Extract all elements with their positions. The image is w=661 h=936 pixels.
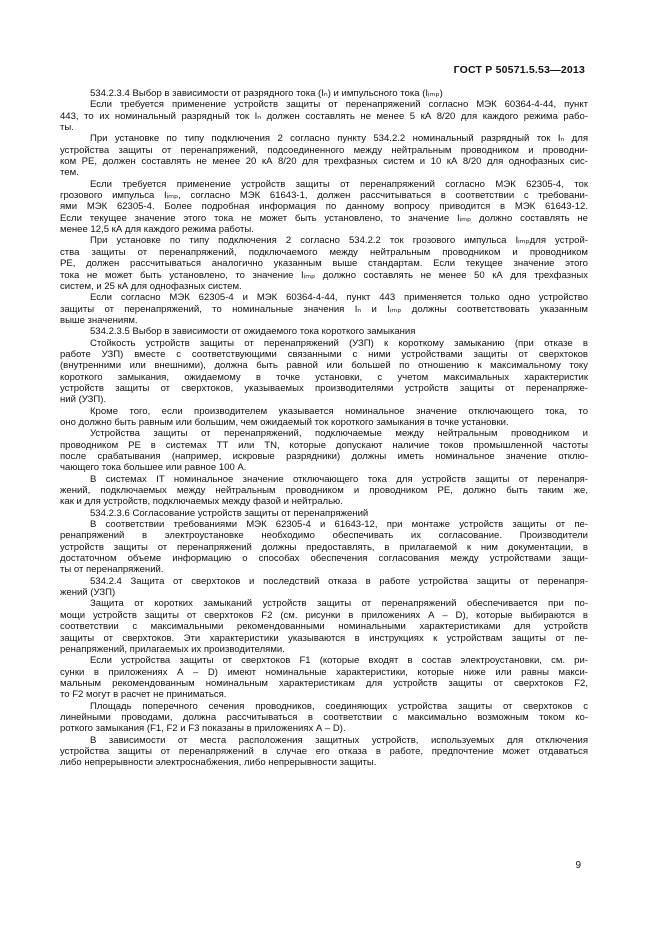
text-line: систем, и 25 кА для однофазных систем. xyxy=(60,280,242,292)
text-line: Если требуется применение устройств защиты от перенапряжений согласно МЭК 60364-4-44, пункт xyxy=(90,99,588,111)
text-line: короткого замыкания, ожидаемому в точке установки, с учетом максимальных характеристик xyxy=(60,371,588,383)
text-line: менее 12,5 кА для каждого режима работы. xyxy=(60,224,254,236)
text-line: В системах IT номинальное значение отключающего тока для устройств защиты от перенапря- xyxy=(90,473,588,485)
text-line: 443, то их номинальный разрядный ток Iₙ должен составлять не менее 5 кА 8/20 для каждого режима рабо- xyxy=(60,110,588,122)
text-line: тока не может быть установлено, то значение Iᵢₘₚ должно составлять не менее 50 кА для трехфазных xyxy=(60,269,588,281)
text-line: (внутренними или внешними), должна быть равной или большей по отношению к максимальному току xyxy=(60,360,588,372)
text-line: При установке по типу подключения 2 согласно пункту 534.2.2 номинальный разрядный ток Iₙ для xyxy=(90,133,588,145)
text-line: Если устройства защиты от сверхтоков F1 (которые входят в состав электроустановки, см. ри- xyxy=(90,655,588,667)
text-line: работе УЗП) вместе с соответствующими связанными с ними устройствами защиты от сверхтоков xyxy=(60,348,588,360)
text-line: после срабатывания (например, искровые разрядники) должны иметь номинальное значение отклю- xyxy=(60,451,588,462)
text-line: жений, подключаемых между нейтральным проводником и проводником PE, должно быть таким же, xyxy=(60,485,588,497)
text-line: устройств защиты от перенапряжений должны предоставлять, в прилагаемой к ним документации, в xyxy=(60,541,588,553)
text-line: 534.2.3.5 Выбор в зависимости от ожидаемого тока короткого замыкания xyxy=(90,326,416,338)
text-line: 534.2.3.6 Согласование устройств защиты от перенапряжений xyxy=(90,507,369,519)
text-line: грозового импульса Iᵢₘₚ, согласно МЭК 61643-1, должен рассчитываться в соответствии с требовани- xyxy=(60,190,588,202)
text-line: чающего тока большее или равное 100 А. xyxy=(60,462,247,474)
text-line: то F2 могут в расчет не приниматься. xyxy=(60,689,227,701)
page-number: 9 xyxy=(575,860,581,871)
text-line: ства защиты от перенапряжений, подключаемого между нейтральным проводником и проводником xyxy=(60,246,588,258)
text-line: Стойкость устройств защиты от перенапряжений (УЗП) к короткому замыканию (при отказе в xyxy=(90,337,588,349)
text-line: Устройства защиты от перенапряжений, подключаемые между нейтральным проводником и xyxy=(90,428,588,440)
text-line: достаточном объеме информацию о способах обеспечения согласования между устройствами защи- xyxy=(60,553,588,565)
text-line: либо непрерывности электроснабжения, либо непрерывности защиты. xyxy=(60,757,377,769)
text-line: ком PE, должен составлять не менее 20 кА 8/20 для трехфазных систем и 10 кА 8/20 для однофазных сис- xyxy=(60,156,588,168)
text-line: PE, должен рассчитываться аналогично указанным выше стандартам. Если текущее значение этого xyxy=(60,258,588,270)
text-line: жений (УЗП) xyxy=(60,587,116,599)
text-line: тем. xyxy=(60,167,79,179)
text-line: Защита от коротких замыканий устройств защиты от перенапряжений обеспечивается при по- xyxy=(90,598,588,610)
text-line: устройства защиты от перенапряжений, подсоединенного между нейтральным проводником и проводни- xyxy=(60,144,588,156)
text-line: проводником PE в системах TT или TN, которые допускают наличие токов промышленной частоты xyxy=(60,439,588,451)
text-line: соответствии с максимальными рекомендованными номинальными характеристиками для устройств xyxy=(60,621,588,633)
text-line: В зависимости от места расположения защитных устройств, используемых для отключения xyxy=(90,734,588,746)
text-line: выше значениям. xyxy=(60,314,138,326)
text-line: сунки в приложениях А – D) имеют номинальные характеристики, которые ниже или равны макси- xyxy=(60,666,588,678)
text-line: роткого замыкания (F1, F2 и F3 показаны в приложениях А – D). xyxy=(60,723,346,735)
text-line: устройства защиты от перенапряжений в случае его отказа в работе, предпочтение может отдаваться xyxy=(60,745,588,757)
text-line: мощи устройств защиты от сверхтоков F2 (см. рисунки в приложениях А – D), которые выбираются в xyxy=(60,609,588,621)
text-line: 534.2.4 Защита от сверхтоков и последствий отказа в работе устройства защиты от перенапря- xyxy=(90,575,588,587)
text-line: защиты от сверхтоков. Эти характеристики указываются в инструкциях к устройствам защиты от пе- xyxy=(60,632,588,644)
document-body xyxy=(60,88,588,769)
text-line: линейными проводами, должна рассчитываться в соответствии с максимально возможным током ко- xyxy=(60,711,588,723)
text-line: При установке по типу подключения 2 согласно 534.2.2 ток грозового импульса Iᵢₘₚдля устрой- xyxy=(90,235,588,247)
text-line: Площадь поперечного сечения проводников, соединяющих устройства защиты от сверхтоков с xyxy=(90,700,588,712)
text-line: как и для устройств, подключаемых между фазой и нейтралью. xyxy=(60,496,343,508)
document-header: ГОСТ Р 50571.5.53—2013 xyxy=(453,64,585,76)
text-line: ты. xyxy=(60,122,74,134)
text-line: Кроме того, если производителем указывается номинальное значение отключающего тока, то xyxy=(90,405,588,417)
text-line: Если согласно МЭК 62305-4 и МЭК 60364-4-44, пункт 443 применяется только одно устройство xyxy=(90,292,588,304)
text-line: Если требуется применение устройств защиты от перенапряжений согласно МЭК 62305-4, ток xyxy=(90,178,588,190)
text-line: ренапряжений в электроустановке необходимо обеспечивать их согласование. Производители xyxy=(60,530,588,542)
text-line: ренапряжений, прилагаемых их производителями. xyxy=(60,643,285,655)
text-line: ями МЭК 62305-4. Более подробная информация по данному вопросу приводится в МЭК 61643-12. xyxy=(60,201,588,213)
text-line: защиты от перенапряжений, то номинальные значения Iₙ и Iᵢₘₚ должны соответствовать указанным xyxy=(60,303,588,315)
text-line: ний (УЗП). xyxy=(60,394,107,406)
text-line: оно должно быть равным или большим, чем ожидаемый ток короткого замыкания в точке установки. xyxy=(60,416,509,428)
text-line: В соответствии требованиями МЭК 62305-4 и 61643-12, при монтаже устройств защиты от пе- xyxy=(90,519,588,531)
text-line: ты от перенапряжений. xyxy=(60,564,164,576)
text-line: Если текущее значение этого тока не может быть установлено, то значение Iᵢₘₚ должно составлять не xyxy=(60,212,588,224)
text-line: мальным рекомендованным номинальным характеристикам для устройств защиты от сверхтоков F2, xyxy=(60,677,588,689)
text-line: устройств защиты от сверхтоков, указываемых производителями устройств защиты от перенапряже- xyxy=(60,382,588,394)
text-line: 534.2.3.4 Выбор в зависимости от разрядного тока (Iₙ) и импульсного тока (Iᵢₘₚ) xyxy=(90,88,443,99)
